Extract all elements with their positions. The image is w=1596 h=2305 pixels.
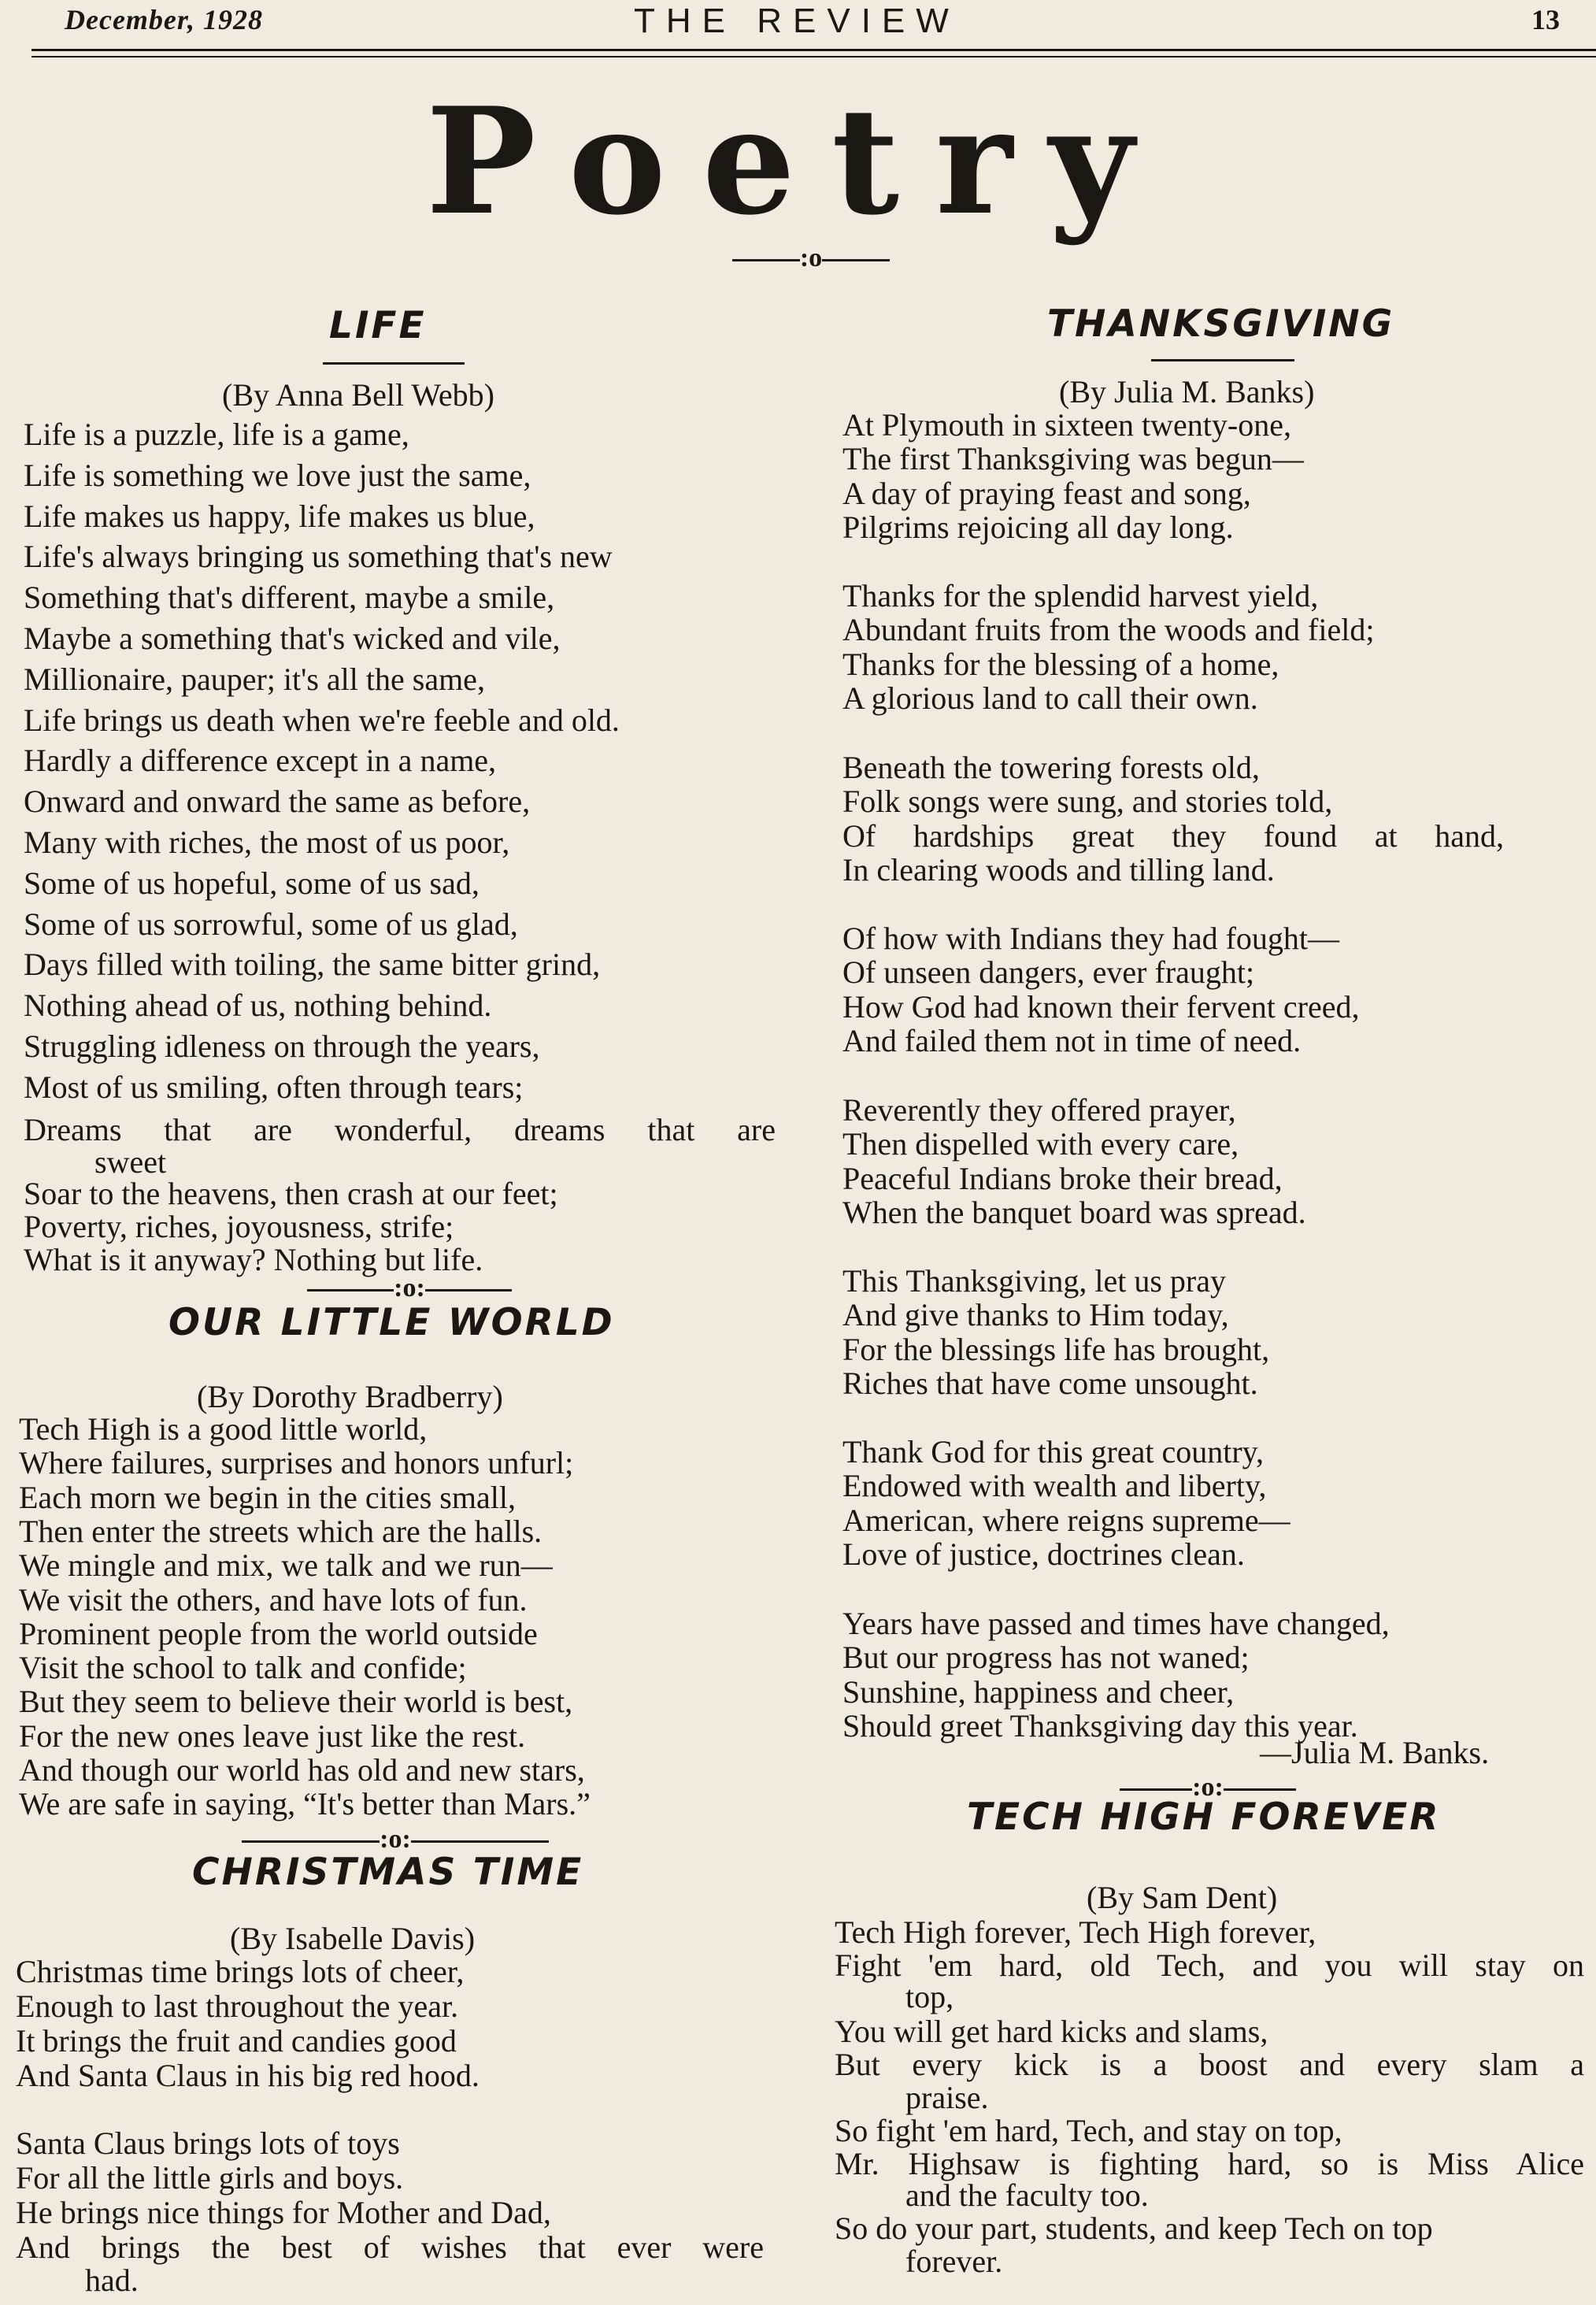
poem-line: top,: [905, 1979, 954, 2014]
poem-line: And give thanks to Him today,: [842, 1297, 1229, 1332]
poem-line: Life's always bringing us something that's new: [24, 539, 613, 574]
poem-line: And Santa Claus in his big red hood.: [16, 2058, 480, 2093]
poem-line: Life is a puzzle, life is a game,: [24, 417, 409, 452]
poem-line: sweet: [94, 1144, 167, 1180]
poem-line: Christmas time brings lots of cheer,: [16, 1954, 465, 1989]
poem-line: And brings the best of wishes that ever were: [16, 2229, 764, 2265]
poem-line: But every kick is a boost and every slam a: [835, 2047, 1584, 2082]
poem-line: Then enter the streets which are the halls.: [19, 1514, 542, 1549]
section-masthead: Poetry: [425, 75, 1171, 247]
poem-line: At Plymouth in sixteen twenty-one,: [842, 407, 1291, 443]
poem-line: Life is something we love just the same,: [24, 458, 531, 493]
poem-line: American, where reigns supreme—: [842, 1503, 1291, 1538]
poem-line: Fight 'em hard, old Tech, and you will stay on: [835, 1947, 1584, 1983]
poem-line: Struggling idleness on through the years,: [24, 1028, 540, 1064]
poem-line: So do your part, students, and keep Tech on top: [835, 2211, 1433, 2246]
poem-line: Most of us smiling, often through tears;: [24, 1069, 524, 1105]
poem-line: We mingle and mix, we talk and we run—: [19, 1547, 553, 1583]
poem-line: Should greet Thanksgiving day this year.: [842, 1708, 1358, 1744]
poem-title-our-little-world: OUR LITTLE WORLD: [168, 1301, 615, 1344]
byline-christmas-time: (By Isabelle Davis): [230, 1921, 476, 1956]
poem-line: Where failures, surprises and honors unfurl;: [19, 1445, 574, 1480]
byline-our-little-world: (By Dorothy Bradberry): [197, 1379, 503, 1414]
masthead-separator: :o: [709, 244, 913, 272]
poem-line: Onward and onward the same as before,: [24, 784, 531, 819]
poem-line: When the banquet board was spread.: [842, 1195, 1306, 1230]
header-rule-top: [31, 49, 1596, 51]
poem-line: And failed them not in time of need.: [842, 1023, 1302, 1058]
poem-line: Millionaire, pauper; it's all the same,: [24, 661, 485, 697]
byline-life: (By Anna Bell Webb): [222, 377, 494, 413]
poem-line: In clearing woods and tilling land.: [842, 852, 1275, 888]
poem-line: Santa Claus brings lots of toys: [16, 2125, 400, 2161]
poem-line: Some of us sorrowful, some of us glad,: [24, 906, 518, 942]
poem-line: Endowed with wealth and liberty,: [842, 1468, 1267, 1503]
poem-line: and the faculty too.: [905, 2177, 1149, 2213]
poem-line: But they seem to believe their world is best,: [19, 1684, 573, 1719]
poem-title-christmas-time: CHRISTMAS TIME: [192, 1851, 584, 1894]
poem-line: Life makes us happy, life makes us blue,: [24, 498, 535, 534]
poem-line: But our progress has not waned;: [842, 1640, 1250, 1675]
poem-line: forever.: [905, 2244, 1003, 2279]
publication-title: THE REVIEW: [634, 2, 960, 40]
running-header: [0, 0, 1596, 55]
poem-line: Maybe a something that's wicked and vile,: [24, 621, 561, 656]
separator-thanksgiving: :o:: [1101, 1773, 1315, 1802]
poem-line: Love of justice, doctrines clean.: [842, 1536, 1245, 1572]
byline-tech-high-forever: (By Sam Dent): [1087, 1880, 1278, 1915]
separator-life: :o:: [280, 1274, 539, 1303]
attribution-thanksgiving: —Julia M. Banks.: [1260, 1735, 1490, 1770]
poem-line: Prominent people from the world outside: [19, 1616, 538, 1651]
title-rule-thanksgiving: [1151, 359, 1294, 361]
poem-line: Reverently they offered prayer,: [842, 1092, 1236, 1128]
poem-line: Tech High is a good little world,: [19, 1411, 428, 1447]
poem-line: Many with riches, the most of us poor,: [24, 825, 510, 860]
poem-line: And though our world has old and new stars,: [19, 1752, 585, 1788]
poem-title-thanksgiving: THANKSGIVING: [1047, 302, 1395, 346]
poem-line: Peaceful Indians broke their bread,: [842, 1161, 1283, 1196]
poem-line: Pilgrims rejoicing all day long.: [842, 510, 1234, 545]
poem-line: A glorious land to call their own.: [842, 680, 1258, 716]
poem-line: Folk songs were sung, and stories told,: [842, 784, 1333, 819]
poem-line: Riches that have come unsought.: [842, 1366, 1258, 1401]
poem-line: For the new ones leave just like the rest.: [19, 1718, 526, 1754]
poem-title-tech-high-forever: TECH HIGH FOREVER: [967, 1795, 1441, 1839]
poem-line: Some of us hopeful, some of us sad,: [24, 865, 480, 901]
poem-line: For all the little girls and boys.: [16, 2160, 404, 2196]
poem-line: Mr. Highsaw is fighting hard, so is Miss Alice: [835, 2146, 1584, 2181]
poem-line: A day of praying feast and song,: [842, 476, 1251, 511]
issue-date: December, 1928: [65, 4, 263, 35]
poem-line: It brings the fruit and candies good: [16, 2023, 457, 2059]
poem-line: Poverty, riches, joyousness, strife;: [24, 1209, 454, 1244]
poem-line: Nothing ahead of us, nothing behind.: [24, 988, 492, 1023]
poem-line: You will get hard kicks and slams,: [835, 2014, 1268, 2049]
poem-line: How God had known their fervent creed,: [842, 989, 1360, 1025]
poem-line: So fight 'em hard, Tech, and stay on top,: [835, 2113, 1342, 2148]
poem-line: For the blessings life has brought,: [842, 1332, 1270, 1367]
poem-line: We visit the others, and have lots of fun.: [19, 1582, 528, 1618]
poem-line: Of hardships great they found at hand,: [842, 818, 1504, 854]
header-rule-bottom: [31, 56, 1596, 57]
page-number: 13: [1531, 4, 1560, 35]
poem-line: Days filled with toiling, the same bitter grind,: [24, 947, 601, 982]
poem-line: Tech High forever, Tech High forever,: [835, 1914, 1316, 1950]
poem-line: Then dispelled with every care,: [842, 1126, 1239, 1162]
poem-line: Each morn we begin in the cities small,: [19, 1480, 516, 1515]
poem-line: We are safe in saying, “It's better than Mars.”: [19, 1786, 591, 1821]
poem-line: Thanks for the blessing of a home,: [842, 647, 1279, 682]
separator-our-little-world: :o:: [214, 1825, 576, 1854]
poem-line: Abundant fruits from the woods and field;: [842, 612, 1375, 647]
poem-line: The first Thanksgiving was begun—: [842, 441, 1304, 476]
poem-line: He brings nice things for Mother and Dad,: [16, 2195, 551, 2230]
poem-line: had.: [85, 2262, 139, 2298]
poem-line: Beneath the towering forests old,: [842, 750, 1260, 785]
poem-line: Years have passed and times have changed,: [842, 1606, 1390, 1641]
poem-line: Visit the school to talk and confide;: [19, 1650, 467, 1685]
poem-line: Thanks for the splendid harvest yield,: [842, 578, 1319, 613]
poem-line: Enough to last throughout the year.: [16, 1988, 459, 2024]
poem-line: Sunshine, happiness and cheer,: [842, 1674, 1235, 1710]
byline-thanksgiving: (By Julia M. Banks): [1059, 374, 1315, 409]
poem-title-life: LIFE: [329, 304, 427, 347]
poem-line: Life brings us death when we're feeble and old.: [24, 702, 620, 738]
poem-line: Thank God for this great country,: [842, 1434, 1265, 1469]
poem-line: Of how with Indians they had fought—: [842, 921, 1340, 956]
title-rule-life: [323, 362, 465, 365]
poem-line: Something that's different, maybe a smile,: [24, 580, 555, 615]
poem-line: Dreams that are wonderful, dreams that are: [24, 1112, 776, 1147]
poem-line: This Thanksgiving, let us pray: [842, 1263, 1226, 1299]
poem-line: Soar to the heavens, then crash at our feet;: [24, 1176, 558, 1211]
poem-line: Hardly a difference except in a name,: [24, 743, 497, 778]
poem-line: praise.: [905, 2080, 989, 2115]
poem-line: What is it anyway? Nothing but life.: [24, 1242, 483, 1277]
poem-line: Of unseen dangers, ever fraught;: [842, 954, 1255, 990]
